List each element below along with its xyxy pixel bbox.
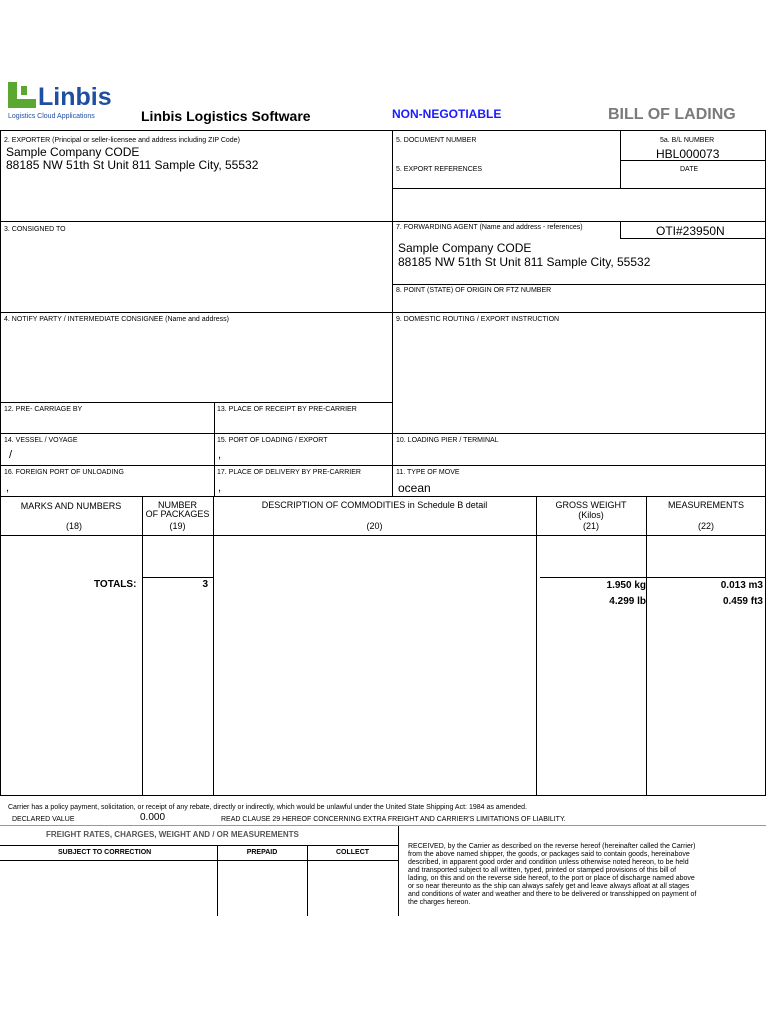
received-line: and conditions of water and weather and there to be delivered or transshipped on payment of (408, 891, 697, 898)
notify-party-label: 4. NOTIFY PARTY / INTERMEDIATE CONSIGNEE (Name and address) (4, 316, 229, 323)
col-description-num: (20) (366, 521, 383, 531)
col-packages-num: (19) (169, 521, 186, 531)
received-line: described, in apparent good order and condition unless otherwise noted hereon, to be held (408, 859, 689, 866)
foreign-port-label: 16. FOREIGN PORT OF UNLOADING (4, 469, 124, 476)
bl-number-value[interactable]: HBL000073 (656, 147, 720, 161)
loading-pier-label: 10. LOADING PIER / TERMINAL (396, 437, 499, 444)
exporter-address[interactable]: 88185 NW 51th St Unit 811 Sample City, 55532 (6, 158, 259, 172)
vessel-label: 14. VESSEL / VOYAGE (4, 437, 78, 444)
linbis-logo-icon (8, 82, 38, 110)
prepaid-label: PREPAID (246, 849, 278, 856)
received-line: and transported subject to all written, typed, printed or stamped provisions of this bill of (408, 867, 677, 874)
forwarding-agent-name[interactable]: Sample Company CODE (398, 241, 532, 255)
place-of-delivery-value[interactable]: , (218, 482, 222, 494)
col-measurements-num: (22) (697, 521, 714, 531)
place-of-delivery-label: 17. PLACE OF DELIVERY BY PRE-CARRIER (217, 469, 361, 476)
received-terms (408, 843, 763, 907)
forwarding-agent-label: 7. FORWARDING AGENT (Name and address - references) (396, 224, 583, 231)
port-of-loading-value[interactable]: , (218, 449, 222, 461)
collect-label: COLLECT (335, 849, 370, 856)
col-marks-num: (18) (65, 521, 82, 531)
col-description-header: DESCRIPTION OF COMMODITIES in Schedule B detail (261, 500, 488, 510)
vessel-value[interactable]: / (9, 449, 13, 461)
document-title: BILL OF LADING (608, 106, 736, 123)
declared-value-label: DECLARED VALUE (12, 816, 75, 823)
col-marks-header: MARKS AND NUMBERS (20, 501, 122, 511)
received-line: from the above named shipper, the goods, or packages said to contain goods, hereinabove (408, 851, 690, 858)
totals-packages: 3 (202, 579, 208, 590)
declared-value: 0.000 (140, 812, 166, 823)
type-of-move-value[interactable]: ocean (398, 481, 431, 495)
pre-carriage-label: 12. PRE- CARRIAGE BY (4, 406, 83, 413)
point-of-origin-label: 8. POINT (STATE) OF ORIGIN OR FTZ NUMBER (396, 287, 552, 294)
subject-to-correction-label: SUBJECT TO CORRECTION (58, 849, 152, 856)
non-negotiable-label: NON-NEGOTIABLE (392, 107, 502, 121)
type-of-move-label: 11. TYPE OF MOVE (396, 469, 460, 476)
logo-text: Linbis (38, 83, 112, 111)
freight-rates-label: FREIGHT RATES, CHARGES, WEIGHT AND / OR MEASUREMENTS (46, 830, 299, 839)
logo (8, 82, 123, 124)
company-title: Linbis Logistics Software (141, 108, 311, 124)
export-references-label: 5. EXPORT REFERENCES (396, 166, 483, 173)
place-of-receipt-label: 13. PLACE OF RECEIPT BY PRE-CARRIER (217, 406, 357, 413)
totals-measure-m3: 0.013 m3 (720, 580, 763, 591)
received-line: lading, on this and on the reverse side hereof, to the port or place of discharge named above (408, 875, 695, 882)
carrier-policy-text: Carrier has a policy payment, solicitation, or receipt of any rebate, directly or indirectly, which would be unlawful under the United State Shipping Act: 1984 as amended. (8, 804, 527, 811)
col-measurements-header: MEASUREMENTS (667, 500, 744, 510)
exporter-label: 2. EXPORTER (Principal or seller-licensee and address including ZIP Code) (4, 137, 240, 144)
domestic-routing-label: 9. DOMESTIC ROUTING / EXPORT INSTRUCTION (396, 316, 560, 323)
col-gross-weight-num: (21) (582, 521, 599, 531)
col-packages-header-1: NUMBER (157, 500, 197, 510)
col-packages-header-2: OF PACKAGES (145, 509, 210, 519)
totals-weight-lb: 4.299 lb (609, 596, 646, 607)
received-line: the charges hereon. (408, 899, 471, 906)
consigned-to-label: 3. CONSIGNED TO (4, 226, 66, 233)
oti-number[interactable]: OTI#23950N (656, 224, 725, 238)
date-label: DATE (680, 166, 699, 173)
document-number-label: 5. DOCUMENT NUMBER (396, 137, 477, 144)
totals-label: TOTALS: (94, 579, 137, 590)
col-gross-weight-unit: (Kilos) (578, 510, 604, 520)
bl-number-label: 5a. B/L NUMBER (660, 137, 715, 144)
col-gross-weight-header: GROSS WEIGHT (555, 500, 627, 510)
read-clause-text: READ CLAUSE 29 HEREOF CONCERNING EXTRA FREIGHT AND CARRIER'S LIMITATIONS OF LIABILITY. (221, 816, 566, 823)
exporter-name[interactable]: Sample Company CODE (6, 145, 140, 159)
foreign-port-value[interactable]: , (6, 482, 10, 494)
logo-tagline: Logistics Cloud Applications (8, 113, 95, 120)
forwarding-agent-address[interactable]: 88185 NW 51th St Unit 811 Sample City, 55532 (398, 255, 651, 269)
totals-weight-kg: 1.950 kg (606, 580, 646, 591)
totals-measure-ft3: 0.459 ft3 (722, 596, 763, 607)
port-of-loading-label: 15. PORT OF LOADING / EXPORT (217, 437, 328, 444)
received-line: RECEIVED, by the Carrier as described on the reverse hereof (hereinafter called the Carrier) (408, 843, 696, 850)
received-line: or so near thereunto as the ship can always safely get and leave always afloat at all stages (408, 883, 690, 890)
